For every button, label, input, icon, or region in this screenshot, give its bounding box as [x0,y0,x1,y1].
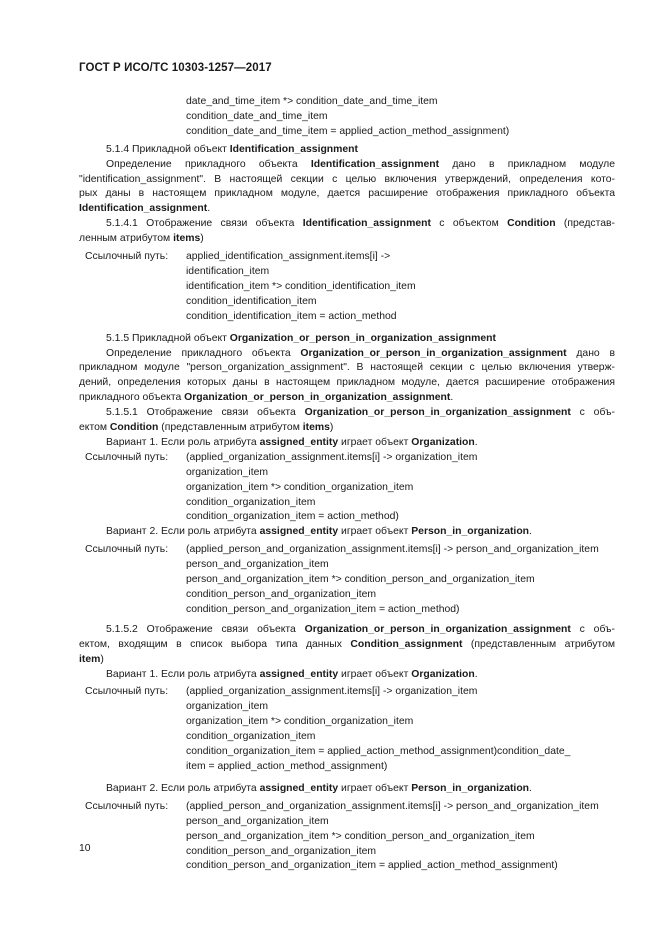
reference-path-lines [186,800,599,875]
reference-path-lines [186,250,416,325]
paragraph-line: рых даны в настоящем прикладном модуле, дается расширение отображения прикладного объекта [79,188,615,200]
path-line: (applied_person_and_organization_assignment.items[i] -> person_and_organization_item [186,544,599,556]
reference-path-label: Ссылочный путь: [85,800,169,812]
path-line: person_and_organization_item *> condition_person_and_organization_item [186,574,535,586]
reference-path-block [79,685,615,774]
reference-path-lines [186,451,477,526]
path-line: condition_person_and_organization_item = action_method) [186,603,460,615]
paragraph-line: прикладного объекта Organization_or_person_in_organization_assignment. [79,392,454,404]
paragraph-line: Identification_assignment. [79,203,211,215]
path-line: date_and_time_item *> condition_date_and_time_item [186,96,438,107]
path-line: condition_organization_item [186,496,316,508]
paragraph-line: Определение прикладного объекта Identification_assignment дано в прикладном модуле [106,158,615,170]
path-line: person_and_organization_item [186,815,329,827]
mapping-continuation [79,95,615,140]
paragraph-line: item) [79,653,104,665]
path-line: applied_identification_assignment.items[i] -> [186,251,391,263]
section-heading-5-1-5: 5.1.5 Прикладной объект Organization_or_person_in_organization_assignment [106,332,496,344]
variant-1-heading: Вариант 1. Если роль атрибута assigned_entity играет объект Organization. [106,436,478,448]
reference-path-lines [186,543,599,618]
path-line: condition_person_and_organization_item [186,845,377,857]
paragraph-line: дений, определения которых даны в настоящем прикладном модуле, дается расширение отображения [79,377,615,389]
path-line: (applied_organization_assignment.items[i] -> organization_item [186,686,478,698]
path-line: (applied_organization_assignment.items[i] -> organization_item [186,451,478,463]
subsection-heading-5-1-5-1: 5.1.5.1 Отображение связи объекта Organization_or_person_in_organization_assignment с объ- [106,407,616,419]
page-number: 10 [79,843,91,854]
variant-1-heading: Вариант 1. Если роль атрибута assigned_entity играет объект Organization. [106,668,478,680]
path-line: organization_item *> condition_organization_item [186,716,414,728]
reference-path-label: Ссылочный путь: [85,686,169,698]
reference-path-block [79,451,615,526]
reference-path-block [79,800,615,875]
reference-path-lines [186,685,570,774]
document-header: ГОСТ Р ИСО/ТС 10303-1257—2017 [79,62,272,74]
path-line: condition_organization_item = action_method) [186,511,399,523]
path-line: identification_item [186,265,270,277]
path-line: condition_identification_item [186,295,317,307]
section-heading-5-1-4: 5.1.4 Прикладной объект Identification_assignment [106,143,358,155]
path-line: item = applied_action_method_assignment) [186,760,388,772]
path-line: (applied_person_and_organization_assignment.items[i] -> person_and_organization_item [186,800,599,812]
paragraph-line: ектом, входящим в список выбора типа данных Condition_assignment (представленным атрибутом [79,638,615,650]
path-line: organization_item [186,701,269,713]
paragraph-line: ленным атрибутом items) [79,233,204,245]
path-line: condition_identification_item = action_method [186,310,397,322]
path-line: person_and_organization_item *> condition_person_and_organization_item [186,830,535,842]
path-line: condition_person_and_organization_item [186,589,377,600]
path-line: condition_organization_item [186,731,316,743]
paragraph-line: прикладном модуле "person_organization_assignment". В настоящей секции с целью включения утверж- [79,362,615,374]
reference-path-block [79,250,615,325]
path-line: condition_person_and_organization_item = applied_action_method_assignment) [186,860,558,872]
reference-path-label: Ссылочный путь: [85,544,169,556]
variant-2-heading: Вариант 2. Если роль атрибута assigned_entity играет объект Person_in_organization. [106,782,532,794]
reference-path-label: Ссылочный путь: [85,451,169,463]
subsection-heading-5-1-4-1: 5.1.4.1 Отображение связи объекта Identification_assignment с объектом Condition (представ- [106,218,615,230]
path-line: condition_date_and_time_item = applied_action_method_assignment) [186,125,510,137]
paragraph-line: ектом Condition (представленным атрибутом items) [79,422,334,434]
reference-path-block [79,543,615,618]
path-line: organization_item *> condition_organization_item [186,481,414,493]
subsection-heading-5-1-5-2: 5.1.5.2 Отображение связи объекта Organization_or_person_in_organization_assignment с объ- [106,623,616,635]
document-body [79,95,615,874]
reference-path-label: Ссылочный путь: [85,251,169,263]
path-line: condition_organization_item = applied_action_method_assignment)condition_date_ [186,746,571,758]
path-line: organization_item [186,466,269,478]
path-line: person_and_organization_item [186,559,329,571]
variant-2-heading: Вариант 2. Если роль атрибута assigned_entity играет объект Person_in_organization. [106,526,532,538]
paragraph-line: Определение прикладного объекта Organization_or_person_in_organization_assignment дано в [106,347,616,359]
path-line: identification_item *> condition_identification_item [186,280,416,292]
path-line: condition_date_and_time_item [186,110,328,122]
paragraph-line: "identification_assignment". В настоящей секции с целью включения утверждений, определения кото- [79,173,615,185]
